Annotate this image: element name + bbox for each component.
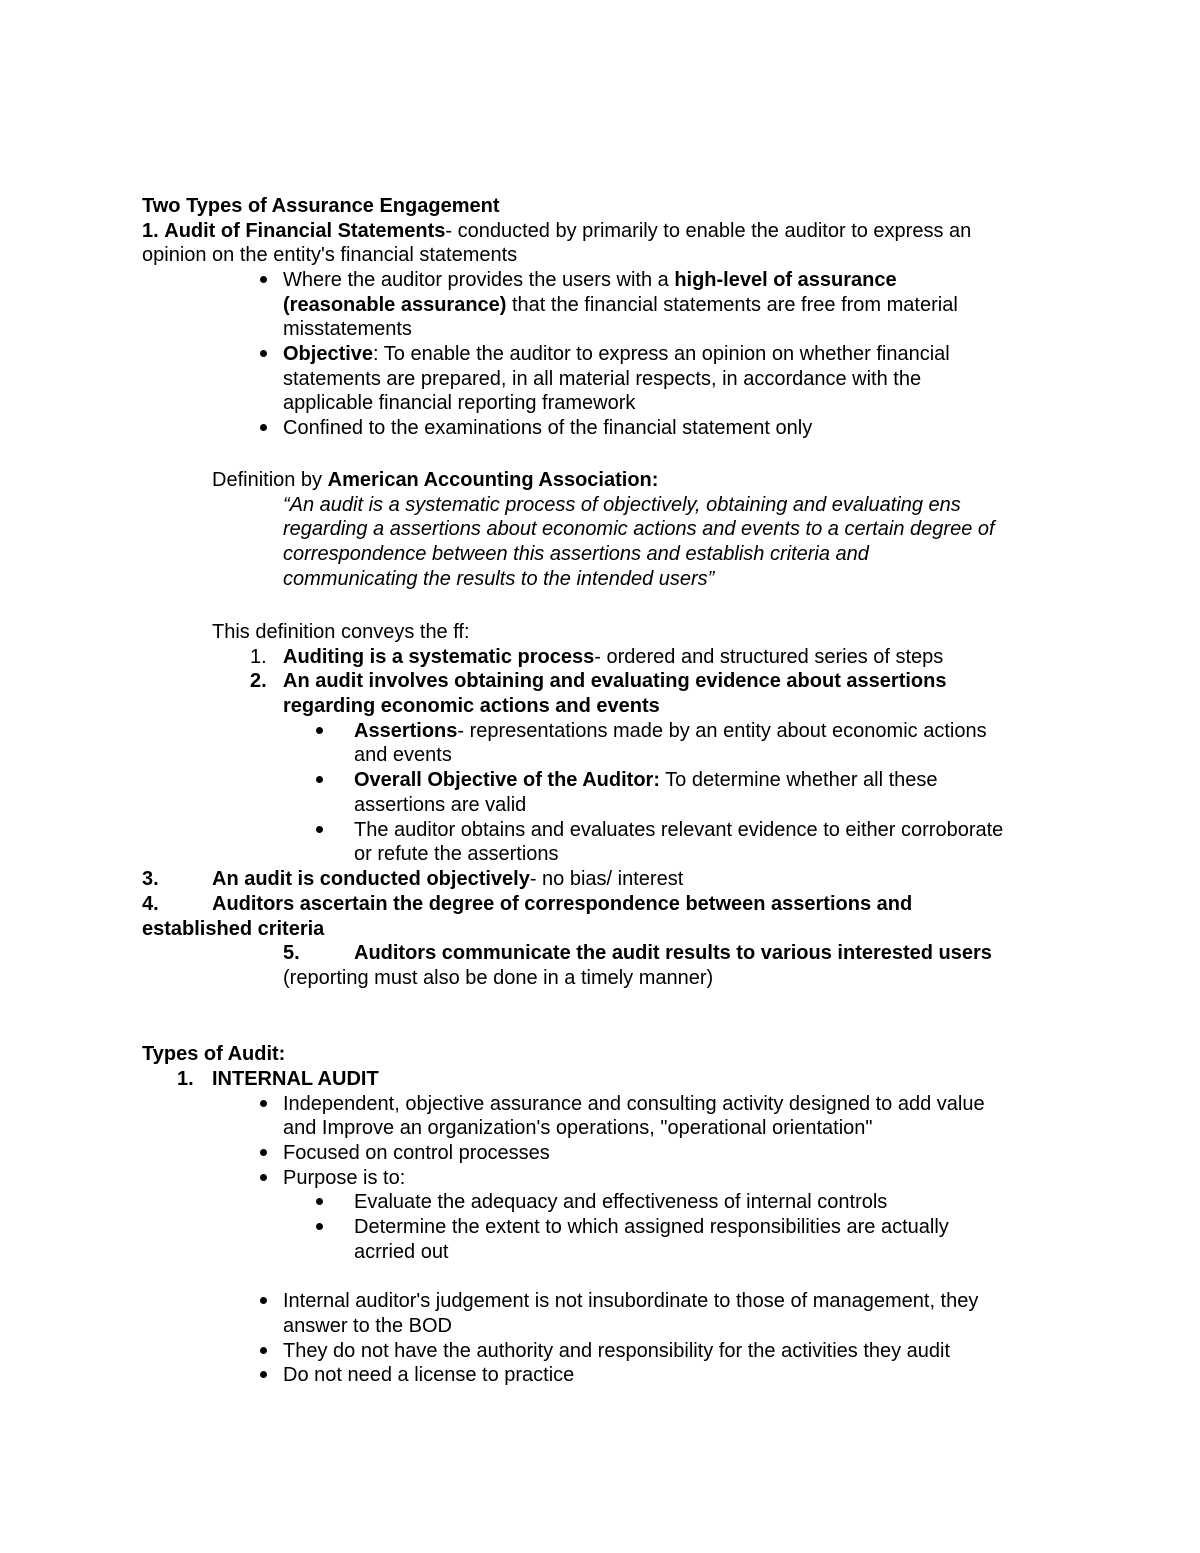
definition-quote-3: correspondence between this assertions and establish criteria and	[283, 543, 869, 565]
definition-quote-1: “An audit is a systematic process of objectively, obtaining and evaluating ens	[283, 494, 961, 516]
internal-sub-1: Evaluate the adequacy and effectiveness of internal controls	[354, 1191, 888, 1213]
internal-bullet-1-cont: and Improve an organization's operations, "operational orientation"	[283, 1117, 873, 1139]
conveys-item-4: Auditors ascertain the degree of correspondence between assertions and	[212, 893, 913, 915]
section1-bullet-1-cont: (reasonable assurance) that the financial statements are free from material	[283, 294, 958, 316]
section1-bullet-2-cont2: applicable financial reporting framework	[283, 392, 636, 414]
list-number: 2.	[250, 670, 267, 692]
bullet-icon	[316, 1198, 323, 1205]
section1-desc-line: opinion on the entity's financial statements	[142, 244, 518, 266]
bullet-icon	[260, 424, 267, 431]
bullet-icon	[260, 1100, 267, 1107]
conveys-item-4-cont: established criteria	[142, 918, 325, 940]
section1-bullet-3: Confined to the examinations of the financial statement only	[283, 417, 813, 439]
section1-title-line: 1. Audit of Financial Statements- conducted by primarily to enable the auditor to express an	[142, 220, 972, 242]
bullet-icon	[260, 1347, 267, 1354]
types-heading: Types of Audit:	[142, 1043, 286, 1065]
bullet-icon	[260, 1174, 267, 1181]
bullet-icon	[316, 776, 323, 783]
conveys-sub-3-cont: or refute the assertions	[354, 843, 559, 865]
internal-sub-2: Determine the extent to which assigned responsibilities are actually	[354, 1216, 949, 1238]
bullet-icon	[316, 1223, 323, 1230]
list-number: 5.	[283, 942, 300, 964]
internal-audit-title: INTERNAL AUDIT	[212, 1068, 379, 1090]
list-number: 4.	[142, 893, 159, 915]
conveys-item-1: Auditing is a systematic process- ordered and structured series of steps	[283, 646, 944, 668]
list-number: 1.	[177, 1068, 194, 1090]
bullet-icon	[260, 1371, 267, 1378]
conveys-sub-1: Assertions- representations made by an entity about economic actions	[354, 720, 987, 742]
definition-quote-2: regarding a assertions about economic actions and events to a certain degree of	[283, 518, 995, 540]
bullet-icon	[316, 727, 323, 734]
conveys-item-3: An audit is conducted objectively- no bias/ interest	[212, 868, 684, 890]
bullet-icon	[260, 276, 267, 283]
bullet-icon	[260, 1297, 267, 1304]
conveys-sub-2: Overall Objective of the Auditor: To determine whether all these	[354, 769, 938, 791]
internal-bullet-4-cont: answer to the BOD	[283, 1315, 452, 1337]
conveys-item-5: Auditors communicate the audit results to various interested users	[354, 942, 992, 964]
internal-bullet-3: Purpose is to:	[283, 1167, 406, 1189]
conveys-item-2-cont: regarding economic actions and events	[283, 695, 660, 717]
bullet-icon	[316, 826, 323, 833]
internal-sub-2-cont: acrried out	[354, 1241, 449, 1263]
conveys-sub-1-cont: and events	[354, 744, 452, 766]
bullet-icon	[260, 1149, 267, 1156]
definition-quote-4: communicating the results to the intended users”	[283, 568, 715, 590]
list-number: 1.	[250, 646, 267, 668]
section1-bullet-1: Where the auditor provides the users with a high-level of assurance	[283, 269, 897, 291]
section1-bullet-2: Objective: To enable the auditor to express an opinion on whether financial	[283, 343, 950, 365]
section1-bullet-2-cont: statements are prepared, in all material respects, in accordance with the	[283, 368, 922, 390]
bullet-icon	[260, 350, 267, 357]
internal-bullet-5: They do not have the authority and responsibility for the activities they audit	[283, 1340, 951, 1362]
conveys-item-2: An audit involves obtaining and evaluating evidence about assertions	[283, 670, 947, 692]
section1-bullet-1-cont2: misstatements	[283, 318, 412, 340]
conveys-sub-3: The auditor obtains and evaluates relevant evidence to either corroborate	[354, 819, 1004, 841]
conveys-item-5-note: (reporting must also be done in a timely manner)	[283, 967, 714, 989]
internal-bullet-6: Do not need a license to practice	[283, 1364, 575, 1386]
conveys-intro: This definition conveys the ff:	[212, 621, 470, 643]
definition-line: Definition by American Accounting Association:	[212, 469, 659, 491]
section-heading: Two Types of Assurance Engagement	[142, 195, 500, 217]
internal-bullet-1: Independent, objective assurance and consulting activity designed to add value	[283, 1093, 985, 1115]
internal-bullet-2: Focused on control processes	[283, 1142, 550, 1164]
conveys-sub-2-cont: assertions are valid	[354, 794, 527, 816]
list-number: 3.	[142, 868, 159, 890]
internal-bullet-4: Internal auditor's judgement is not insubordinate to those of management, they	[283, 1290, 979, 1312]
